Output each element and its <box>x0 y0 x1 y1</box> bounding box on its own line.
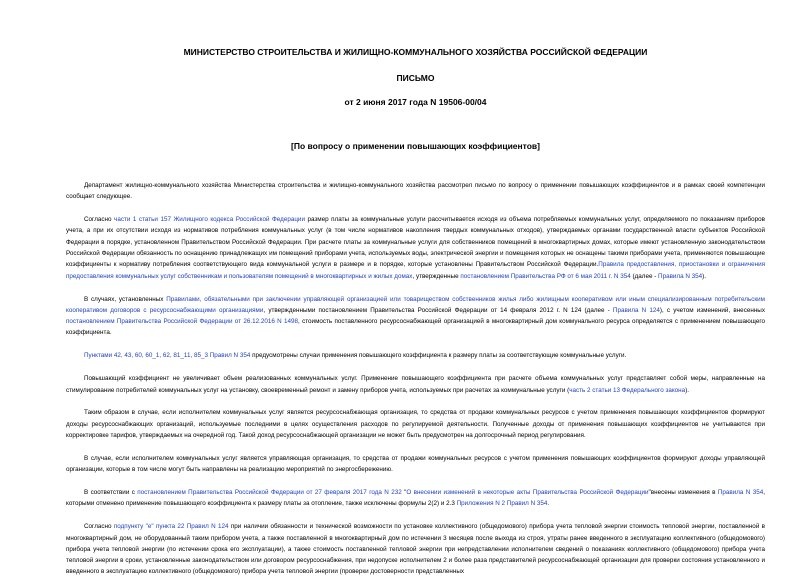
document-link[interactable]: Правила N 354 <box>658 272 703 280</box>
paragraph <box>66 453 765 476</box>
document-link[interactable]: часть 2 статьи 13 Федерального закона <box>569 386 686 394</box>
paragraph-text: . <box>547 500 550 508</box>
document-type: ПИСЬМО <box>396 73 435 83</box>
document-link[interactable]: Правила предоставления, приостановки и ограничения предоставления коммунальных услуг собственникам и пользователям помещений в многоквартирных и жилых домах <box>66 261 765 280</box>
document-link[interactable]: О внесении изменений в некоторые акты Правительства Российской Федерации <box>406 489 649 497</box>
paragraph <box>66 180 765 203</box>
document-link[interactable]: постановлением Правительства Российской Федерации от 26.12.2016 N 1498 <box>66 318 299 326</box>
paragraph-text: предусмотрены случаи применения повышающего коэффициента к размеру платы за соответствующие коммунальные услуги. <box>250 352 627 360</box>
paragraph-text: , утвержденные <box>412 272 461 280</box>
document-link[interactable]: Правила N 124 <box>612 306 660 314</box>
paragraph-text: Департамент жилищно-коммунального хозяйства Министерства строительства и жилищно-коммунального хозяйства рассмотрел письмо по вопросу о применении повышающих коэффициентов и в рамках своей компетенции сообщает следующее. <box>66 182 765 201</box>
paragraph-text: , утвержденными постановлением Правительства Российской Федерации от 14 февраля 2012 г. N 124 (далее - <box>263 306 613 314</box>
document-link[interactable]: подпункту "е" пункта 22 Правил N 124 <box>113 523 229 531</box>
paragraph-text: ), с учетом изменений, внесенных <box>659 306 765 314</box>
paragraph-text: Таким образом в случае, если исполнителем коммунальных услуг является ресурсоснабжающая организация, то средства от продажи коммунальных ресурсов с учетом применения повышающих коэффициентов формируют доходы ресурсоснабжающих организаций, используемые последними в целях осуществления расходов по регулируемой деятельности. Полученные доходы от применения повышающих коэффициентов не учитываются при корректировке тарифов, утверждаемых на очередной год. Такой доход ресурсоснабжающей организации не может быть предусмотрен на долгосрочный период регулирования. <box>66 409 765 440</box>
document-body <box>66 180 765 578</box>
paragraph-text: Повышающий коэффициент не увеличивает объем реализованных коммунальных услуг. Применение повышающего коэффициента при расчете объема коммунальных услуг представляет собой меры, направленные на стимулирование потребителей коммунальных услуг на установку, своевременный ремонт и замену приборов учета, используемых при расчетах за коммунальные услуги ( <box>66 375 765 394</box>
paragraph-text: Согласно <box>84 216 115 224</box>
paragraph-text: ). <box>702 272 707 280</box>
document-link[interactable]: Пунктами 42, 43, 60, 60_1, 62, 81_11, 85_3 Правил N 354 <box>84 352 251 360</box>
paragraph <box>66 350 765 361</box>
paragraph-text: , которыми отменено применение повышающего коэффициента к размеру платы за отопление, также исключены формулы 2(2) и 2.3 <box>66 489 765 508</box>
document-link[interactable]: Правилами, обязательными при заключении управляющей организацией или товариществом собственников жилья либо жилищным кооперативом или иным специализированным потребительским кооперативом договоров с ресурсоснабжающими организациями <box>66 295 765 314</box>
paragraph <box>66 521 765 577</box>
paragraph <box>66 407 765 441</box>
paragraph-text: при наличии обязанности и технической возможности по установке коллективного (общедомового) прибора учета тепловой энергии стоимость тепловой энергии, поставленной в многоквартирный дом, не оборудованный таким прибором учета, а также поставленной в многоквартирный дом по истечении 3 месяцев после выхода из строя, утраты ранее введенного в эксплуатацию коллективного (общедомового) прибора учета тепловой энергии (по истечении срока его эксплуатации), а также стоимость поставленной тепловой энергии при непредставлении исполнителем сведений о показаниях коллективного (общедомового) прибора учета тепловой энергии в сроки, установленные законодательством или договором ресурсоснабжения, при недопуске исполнителем 2 и более раза представителей ресурсоснабжающей организации для проверки состояния установленного и введенного в эксплуатацию коллективного (общедомового) прибора учета тепловой энергии (проверки достоверности представленных <box>66 523 766 576</box>
paragraph-text: Согласно <box>84 523 114 531</box>
paragraph <box>66 373 765 396</box>
paragraph-text: В соответствии с <box>84 489 138 497</box>
paragraph <box>66 294 765 339</box>
paragraph-text: "внесены изменения в <box>648 489 718 497</box>
document-link[interactable]: Приложения N 2 Правил N 354 <box>456 500 548 508</box>
ministry-title: МИНИСТЕРСТВО СТРОИТЕЛЬСТВА И ЖИЛИЩНО-КОММУНАЛЬНОГО ХОЗЯЙСТВА РОССИЙСКОЙ ФЕДЕРАЦИИ <box>183 47 648 57</box>
document-link[interactable]: Правила N 354 <box>717 489 764 497</box>
document-subject: [По вопросу о применении повышающих коэффициентов] <box>291 141 540 151</box>
paragraph-text: (далее - <box>630 272 659 280</box>
paragraph-text: В случае, если исполнителем коммунальных услуг является управляющая организация, то средства от продажи коммунальных ресурсов с учетом применения повышающих коэффициентов формируют доходы управляющей организации, которые в том числе могут быть направлены на реализацию мероприятий по энергосбережению. <box>66 454 765 474</box>
paragraph <box>66 487 765 510</box>
paragraph-text: размер платы за коммунальные услуги рассчитывается исходя из объема потребляемых коммунальных услуг, определяемого по показаниям приборов учета, а при их отсутствии исходя из нормативов потребления коммунальных услуг (в том числе нормативов накопления твердых коммунальных отходов), утверждаемых органами государственной власти субъектов Российской Федерации в порядке, установленном Правительством Российской Федерации. При расчете платы за коммунальные услуги для собственников помещений в многоквартирных домах, которые имеют установленную законодательством Российской Федерации обязанность по оснащению принадлежащих им помещений приборами учета, используемых воды, электрической энергии и помещения которых не оснащены такими приборами учета, применяются повышающие коэффициенты к нормативу потребления соответствующего вида коммунальной услуги в размере и в порядке, которые установлены Правительством Российской Федерации. <box>66 216 765 269</box>
document-date-number: от 2 июня 2017 года N 19506-00/04 <box>344 97 487 107</box>
paragraph <box>66 214 765 282</box>
paragraph-text: " <box>401 489 407 497</box>
paragraph-text: ). <box>685 386 690 394</box>
document-link[interactable]: постановлением Правительства РФ от 6 мая 2011 г. N 354 <box>460 272 631 280</box>
paragraph-text: В случаях, установленных <box>84 295 167 303</box>
document-link[interactable]: части 1 статьи 157 Жилищного кодекса Российской Федерации <box>114 216 305 224</box>
document-link[interactable]: постановлением Правительства Российской Федерации от 27 февраля 2017 года N 232 <box>137 489 402 497</box>
paragraph-text: , стоимость поставленного ресурсоснабжающей организацией в многоквартирный дом коммунального ресурса определяется с применением повышающего коэффициента. <box>66 318 766 337</box>
